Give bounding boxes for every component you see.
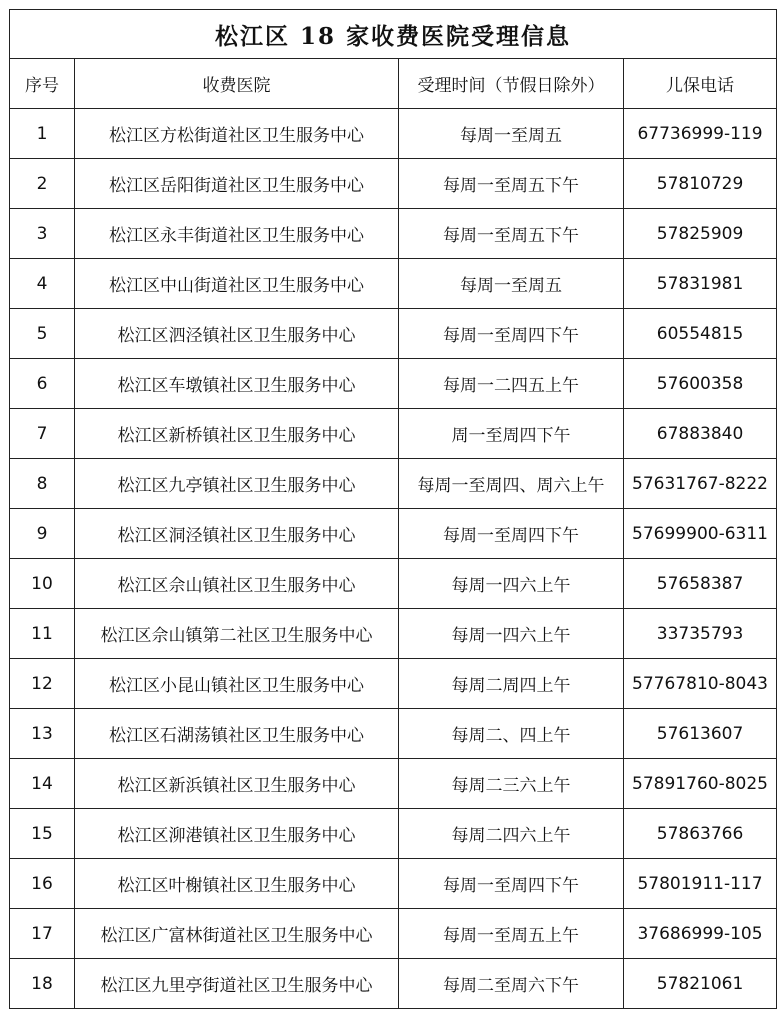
cell-no: 17 (10, 909, 75, 959)
cell-no: 1 (10, 109, 75, 159)
table-row (10, 209, 777, 259)
cell-phone: 57767810-8043 (624, 659, 777, 709)
cell-phone: 33735793 (624, 609, 777, 659)
title-row (10, 10, 777, 59)
cell-hospital: 松江区岳阳街道社区卫生服务中心 (75, 159, 399, 209)
cell-phone: 57821061 (624, 959, 777, 1009)
cell-hospital: 松江区泗泾镇社区卫生服务中心 (75, 309, 399, 359)
cell-no: 6 (10, 359, 75, 409)
table-row (10, 109, 777, 159)
header-hospital: 收费医院 (75, 59, 399, 109)
cell-phone: 57891760-8025 (624, 759, 777, 809)
cell-hospital: 松江区新桥镇社区卫生服务中心 (75, 409, 399, 459)
table-row (10, 609, 777, 659)
cell-phone: 57863766 (624, 809, 777, 859)
cell-hospital: 松江区泖港镇社区卫生服务中心 (75, 809, 399, 859)
cell-time: 每周一四六上午 (399, 609, 624, 659)
cell-hospital: 松江区叶榭镇社区卫生服务中心 (75, 859, 399, 909)
hospital-info-sheet (9, 9, 776, 1009)
cell-time: 每周二三六上午 (399, 759, 624, 809)
cell-phone: 57810729 (624, 159, 777, 209)
cell-time: 每周一至周四下午 (399, 509, 624, 559)
cell-phone: 57600358 (624, 359, 777, 409)
cell-phone: 60554815 (624, 309, 777, 359)
cell-hospital: 松江区洞泾镇社区卫生服务中心 (75, 509, 399, 559)
cell-no: 12 (10, 659, 75, 709)
cell-hospital: 松江区九里亭街道社区卫生服务中心 (75, 959, 399, 1009)
cell-time: 每周二四六上午 (399, 809, 624, 859)
cell-phone: 57801911-117 (624, 859, 777, 909)
table-row (10, 859, 777, 909)
cell-no: 2 (10, 159, 75, 209)
cell-time: 每周一至周五 (399, 109, 624, 159)
table-row (10, 659, 777, 709)
cell-time: 每周一二四五上午 (399, 359, 624, 409)
table-row (10, 159, 777, 209)
table-row (10, 509, 777, 559)
table-row (10, 459, 777, 509)
cell-hospital: 松江区车墩镇社区卫生服务中心 (75, 359, 399, 409)
cell-no: 3 (10, 209, 75, 259)
table-row (10, 359, 777, 409)
table-row (10, 559, 777, 609)
cell-no: 16 (10, 859, 75, 909)
cell-phone: 57825909 (624, 209, 777, 259)
cell-no: 5 (10, 309, 75, 359)
cell-phone: 57699900-6311 (624, 509, 777, 559)
header-time: 受理时间（节假日除外） (399, 59, 624, 109)
cell-hospital: 松江区广富林街道社区卫生服务中心 (75, 909, 399, 959)
cell-time: 每周一至周五下午 (399, 209, 624, 259)
cell-no: 14 (10, 759, 75, 809)
hospital-table (9, 9, 777, 1009)
cell-phone: 57631767-8222 (624, 459, 777, 509)
table-row (10, 959, 777, 1009)
cell-no: 8 (10, 459, 75, 509)
cell-time: 周一至周四下午 (399, 409, 624, 459)
cell-hospital: 松江区新浜镇社区卫生服务中心 (75, 759, 399, 809)
cell-no: 18 (10, 959, 75, 1009)
cell-no: 11 (10, 609, 75, 659)
table-row (10, 809, 777, 859)
cell-phone: 67883840 (624, 409, 777, 459)
cell-no: 13 (10, 709, 75, 759)
cell-hospital: 松江区方松街道社区卫生服务中心 (75, 109, 399, 159)
cell-no: 9 (10, 509, 75, 559)
cell-time: 每周二周四上午 (399, 659, 624, 709)
cell-time: 每周一至周五 (399, 259, 624, 309)
cell-hospital: 松江区石湖荡镇社区卫生服务中心 (75, 709, 399, 759)
cell-phone: 37686999-105 (624, 909, 777, 959)
cell-time: 每周二至周六下午 (399, 959, 624, 1009)
cell-time: 每周一至周五下午 (399, 159, 624, 209)
cell-time: 每周二、四上午 (399, 709, 624, 759)
cell-time: 每周一至周四、周六上午 (399, 459, 624, 509)
cell-hospital: 松江区永丰街道社区卫生服务中心 (75, 209, 399, 259)
cell-hospital: 松江区九亭镇社区卫生服务中心 (75, 459, 399, 509)
table-row (10, 409, 777, 459)
cell-no: 7 (10, 409, 75, 459)
cell-time: 每周一至周四下午 (399, 859, 624, 909)
cell-hospital: 松江区中山街道社区卫生服务中心 (75, 259, 399, 309)
table-row (10, 709, 777, 759)
cell-hospital: 松江区佘山镇社区卫生服务中心 (75, 559, 399, 609)
table-title: 松江区 18 家收费医院受理信息 (10, 10, 777, 59)
cell-phone: 67736999-119 (624, 109, 777, 159)
cell-hospital: 松江区小昆山镇社区卫生服务中心 (75, 659, 399, 709)
header-phone: 儿保电话 (624, 59, 777, 109)
table-row (10, 909, 777, 959)
table-row (10, 759, 777, 809)
cell-time: 每周一四六上午 (399, 559, 624, 609)
cell-no: 15 (10, 809, 75, 859)
cell-phone: 57658387 (624, 559, 777, 609)
cell-hospital: 松江区佘山镇第二社区卫生服务中心 (75, 609, 399, 659)
cell-phone: 57613607 (624, 709, 777, 759)
cell-phone: 57831981 (624, 259, 777, 309)
table-row (10, 309, 777, 359)
cell-time: 每周一至周四下午 (399, 309, 624, 359)
cell-no: 10 (10, 559, 75, 609)
header-row (10, 59, 777, 109)
header-no: 序号 (10, 59, 75, 109)
cell-time: 每周一至周五上午 (399, 909, 624, 959)
table-row (10, 259, 777, 309)
cell-no: 4 (10, 259, 75, 309)
